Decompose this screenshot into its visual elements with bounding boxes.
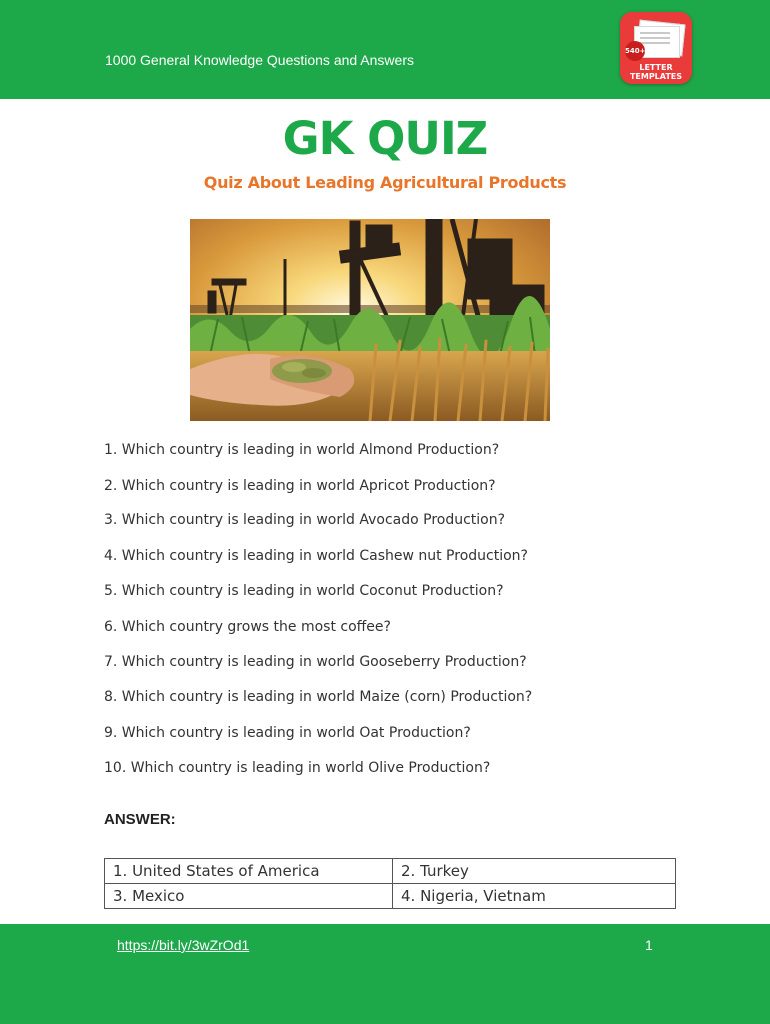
question-item: 2. Which country is leading in world Apricot Production?	[104, 478, 496, 494]
page-number: 1	[645, 937, 653, 953]
logo-badge: 540+	[625, 41, 645, 61]
agriculture-photo	[190, 219, 550, 421]
answer-cell: 4. Nigeria, Vietnam	[393, 884, 676, 909]
page-header	[0, 0, 770, 99]
answer-cell: 3. Mexico	[105, 884, 393, 909]
quiz-title: GK QUIZ	[282, 112, 488, 165]
question-item: 3. Which country is leading in world Avocado Production?	[104, 512, 506, 528]
table-row	[105, 859, 676, 884]
answer-table	[104, 858, 676, 909]
question-item: 9. Which country is leading in world Oat Production?	[104, 725, 471, 741]
question-item: 1. Which country is leading in world Almond Production?	[104, 442, 500, 458]
answer-cell: 2. Turkey	[393, 859, 676, 884]
page-footer	[0, 924, 770, 1024]
question-item: 5. Which country is leading in world Coconut Production?	[104, 583, 504, 599]
question-item: 7. Which country is leading in world Gooseberry Production?	[104, 654, 527, 670]
quiz-subtitle: Quiz About Leading Agricultural Products	[203, 173, 567, 192]
agriculture-photo-illustration	[190, 219, 550, 421]
logo-text-line2: TEMPLATES	[629, 72, 683, 81]
footer-link[interactable]: https://bit.ly/3wZrOd1	[117, 937, 250, 953]
answer-heading: ANSWER:	[104, 811, 176, 828]
header-title: 1000 General Knowledge Questions and Answers	[105, 52, 414, 68]
question-item: 6. Which country grows the most coffee?	[104, 619, 391, 635]
question-item: 10. Which country is leading in world Olive Production?	[104, 760, 491, 776]
question-item: 8. Which country is leading in world Maize (corn) Production?	[104, 689, 533, 705]
logo-sheet-lines	[640, 32, 670, 34]
table-row	[105, 884, 676, 909]
letter-templates-logo[interactable]	[620, 12, 692, 84]
logo-text-line1: LETTER	[639, 63, 673, 72]
answer-cell: 1. United States of America	[105, 859, 393, 884]
logo-text	[620, 63, 692, 81]
question-item: 4. Which country is leading in world Cashew nut Production?	[104, 548, 528, 564]
